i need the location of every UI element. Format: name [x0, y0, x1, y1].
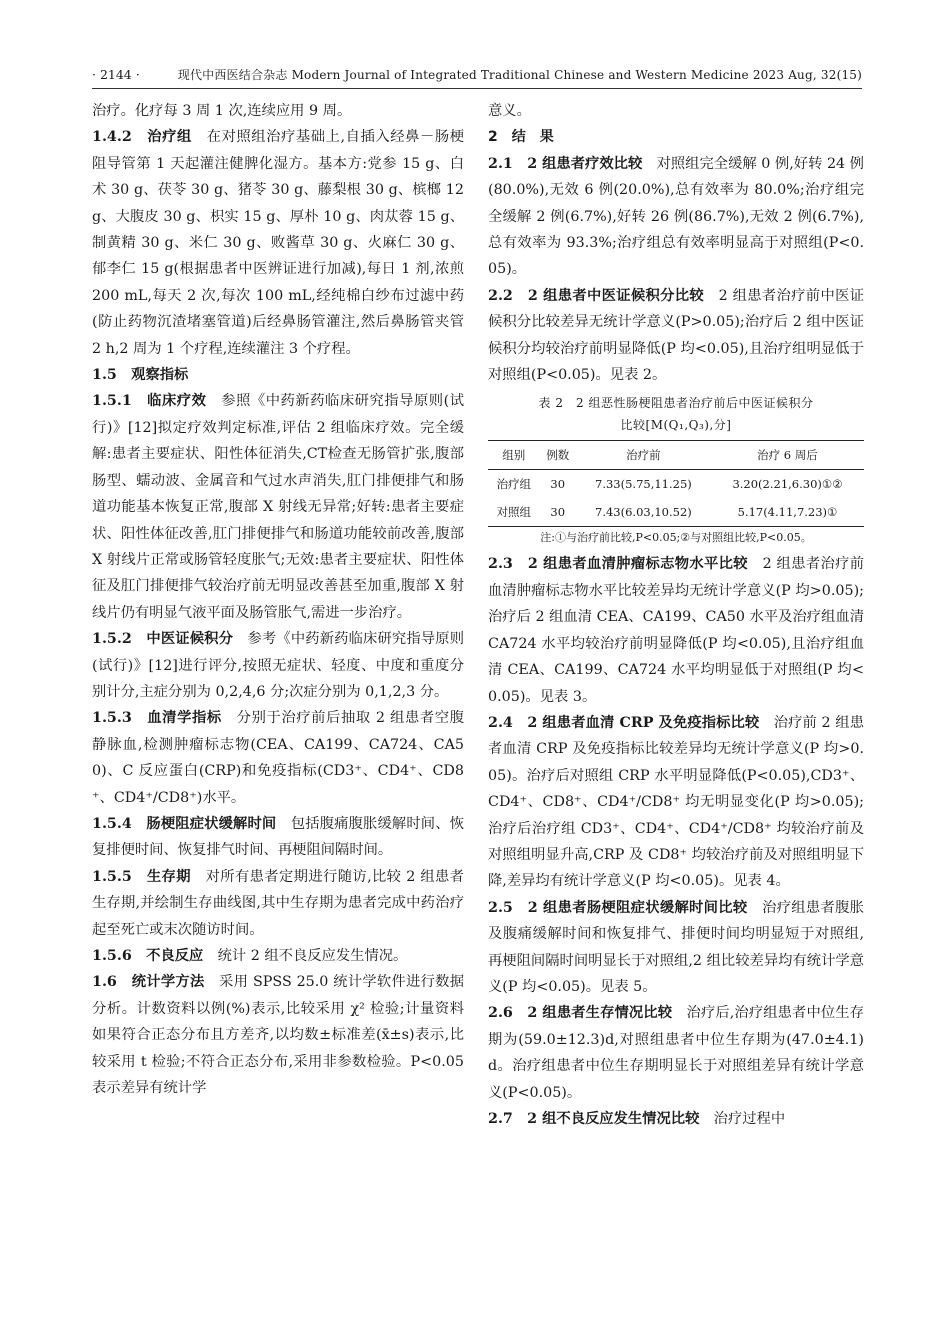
heading-2-results: 2 结 果 [488, 129, 554, 146]
body-2-3: 2 组患者治疗前血清肿瘤标志物水平比较差异均无统计学意义(P 均>0.05);治疗后 2 组血清 CEA、CA199、CA50 水平及治疗组血清 CA724 水平均较治疗前明显降低(P 均<0.05),且治疗组血清 CEA、CA199、CA724 水平均明显低于对照组(P 均<0.05)。见表 3。 [488, 556, 865, 705]
section-1-4-2 [92, 124, 464, 362]
section-1-5 [92, 362, 464, 388]
section-2-4 [488, 710, 864, 895]
table-2-caption-line2: 比较[M(Q₁,Q₃),分] [620, 418, 732, 433]
heading-2-3: 2.3 2 组患者血清肿瘤标志物水平比较 [488, 556, 748, 573]
right-column [488, 98, 864, 1132]
table-cell: 7.33(5.75,11.25) [595, 477, 692, 492]
body-1-5-1: 参照《中药新药临床研究指导原则(试行)》[12]拟定疗效判定标准,评估 2 组临床疗效。完全缓解:患者主要症状、阳性体征消失,CT检查无肠管扩张,腹部肠型、蠕动波、金属音和气过水声消失,肛门排便排气和肠道功能基本恢复正常,腹部 X 射线无异常;好转:患者主要症状、阳性体征改善,肛门排便排气和肠道功能较前改善,腹部 X 射线片正常或肠管轻度胀气;无效:患者主要症状、阳性体征及肛门排便排气较治疗前无明显改善甚至加重,腹部 X 射线片仍有明显气液平面及肠管胀气,需进一步治疗。 [92, 393, 464, 621]
section-2-6 [488, 1000, 864, 1106]
heading-1-6: 1.6 统计学方法 [92, 974, 205, 991]
heading-1-5-2: 1.5.2 中医证候积分 [92, 631, 234, 648]
table-cell: 7.43(6.03,10.52) [595, 505, 692, 520]
table-cell: 30 [550, 477, 566, 492]
body-2-5: 治疗组患者腹胀及腹痛缓解时间和恢复排气、排便时间均明显短于对照组,再梗阻间隔时间明显长于对照组,2 组比较差异均有统计学意义(P 均<0.05)。见表 5。 [488, 899, 865, 995]
table-cell: 5.17(4.11,7.23)① [737, 505, 838, 520]
table-cell: 30 [550, 505, 566, 520]
body-2-7: 治疗过程中 [699, 1111, 786, 1127]
table-cell: 治疗组 [496, 477, 532, 492]
body-2-1: 对照组完全缓解 0 例,好转 24 例(80.0%),无效 6 例(20.0%),总有效率为 80.0%;治疗组完全缓解 2 例(6.7%),好转 26 例(86.7%),无效 2 例(6.7%),总有效率为 93.3%;治疗组总有效率明显高于对照组(P<0.05)。 [488, 155, 864, 278]
page-header [92, 62, 862, 86]
heading-2-1: 2.1 2 组患者疗效比较 [488, 155, 643, 172]
heading-2-6: 2.6 2 组患者生存情况比较 [488, 1005, 673, 1022]
table-2 [488, 392, 864, 549]
heading-1-5-4: 1.5.4 肠梗阻症状缓解时间 [92, 815, 277, 832]
table-header-cell: 治疗前 [626, 448, 661, 463]
heading-1-5: 1.5 观察指标 [92, 367, 189, 384]
table-row [488, 498, 864, 527]
heading-2-5: 2.5 2 组患者肠梗阻症状缓解时间比较 [488, 899, 748, 916]
section-1-5-5 [92, 864, 464, 943]
section-1-5-3 [92, 705, 464, 811]
table-row [488, 470, 864, 499]
paragraph-significance-cont: 意义。 [488, 103, 531, 119]
table-header-cell: 组别 [502, 448, 526, 463]
section-1-6 [92, 969, 464, 1101]
section-2-2 [488, 283, 864, 389]
left-column [92, 98, 464, 1101]
heading-2-7: 2.7 2 组不良反应发生情况比较 [488, 1111, 700, 1127]
section-1-5-4 [92, 811, 464, 864]
section-2-7 [488, 1106, 864, 1132]
journal-title: 现代中西医结合杂志 Modern Journal of Integrated Traditional Chinese and Western Medicine 2023 Aug, 32(15) [177, 67, 862, 82]
heading-1-5-5: 1.5.5 生存期 [92, 868, 191, 885]
section-2 [488, 124, 864, 150]
body-1-4-2: 在对照组治疗基础上,自插入经鼻－肠梗阻导管第 1 天起灌注健脾化湿方。基本方:党参 15 g、白术 30 g、茯苓 30 g、猪苓 30 g、藤梨根 30 g、槟榔 12 g、大腹皮 30 g、枳实 15 g、厚朴 10 g、肉苁蓉 15 g、制黄精 30 g、米仁 30 g、败酱草 30 g、火麻仁 30 g、郁李仁 15 g(根据患者中医辨证进行加减),每日 1 剂,浓煎 200 mL,每天 2 次,每次 100 mL,经纯棉白纱布过滤中药(防止药物沉渣堵塞管道)后经鼻肠管灌注,然后鼻肠管夹管 2 h,2 周为 1 个疗程,连续灌注 3 个疗程。 [92, 129, 464, 357]
table-header-row [488, 441, 864, 470]
heading-1-5-3: 1.5.3 血清学指标 [92, 710, 222, 727]
body-2-6: 治疗后,治疗组患者中位生存期为(59.0±12.3)d,对照组患者中位生存期为(47.0±4.1)d。治疗组患者中位生存期明显长于对照组差异有统计学意义(P<0.05)。 [488, 1005, 864, 1101]
table-header-cell: 例数 [546, 448, 570, 463]
page-number: · 2144 · [92, 66, 140, 82]
table-2-grid [488, 440, 864, 527]
body-1-5-4: 包括腹痛腹胀缓解时间、恢复排便时间、恢复排气时间、再梗阻间隔时间。 [92, 815, 464, 859]
section-2-1 [488, 151, 864, 283]
table-2-note: 注:①与治疗前比较,P<0.05;②与对照组比较,P<0.05。 [540, 531, 812, 545]
heading-2-2: 2.2 2 组患者中医证候积分比较 [488, 287, 705, 304]
table-2-caption-line1: 表 2 2 组恶性肠梗阻患者治疗前后中医证候积分 [538, 396, 814, 411]
body-1-5-5: 对所有患者定期进行随访,比较 2 组患者生存期,并绘制生存曲线图,其中生存期为患者完成中药治疗起至死亡或末次随访时间。 [92, 868, 464, 938]
body-1-5-6: 统计 2 组不良反应发生情况。 [203, 948, 408, 964]
body-1-6: 采用 SPSS 25.0 统计学软件进行数据分析。计数资料以例(%)表示,比较采用 χ² 检验;计量资料如果符合正态分布且方差齐,以均数±标准差(x̄±s)表示,比较采用 t 检验;不符合正态分布,采用非参数检验。P<0.05 表示差异有统计学 [92, 974, 465, 1097]
body-1-5-2: 参考《中药新药临床研究指导原则(试行)》[12]进行评分,按照无症状、轻度、中度和重度分别计分,主症分别为 0,2,4,6 分;次症分别为 0,1,2,3 分。 [92, 631, 464, 700]
heading-1-5-6: 1.5.6 不良反应 [92, 948, 204, 964]
paragraph-chemo-cont: 治疗。化疗每 3 周 1 次,连续应用 9 周。 [92, 103, 352, 119]
section-1-5-1 [92, 388, 464, 626]
section-1-5-2 [92, 626, 464, 705]
table-cell: 对照组 [496, 505, 532, 520]
section-2-3 [488, 551, 864, 709]
table-header-cell: 治疗 6 周后 [757, 448, 818, 463]
body-2-4: 治疗前 2 组患者血清 CRP 及免疫指标比较差异均无统计学意义(P 均>0.05)。治疗后对照组 CRP 水平明显降低(P<0.05),CD3⁺、CD4⁺、CD8⁺、CD4⁺/CD8⁺ 均无明显变化(P 均>0.05);治疗后治疗组 CD3⁺、CD4⁺、CD4⁺/CD8⁺ 均较治疗前及对照组明显升高,CRP 及 CD8⁺ 均较治疗前及对照组明显下降,差异均有统计学意义(P 均<0.05)。见表 4。 [488, 714, 864, 890]
header-rule [92, 88, 862, 89]
heading-1-4-2: 1.4.2 治疗组 [92, 129, 192, 146]
body-2-2: 2 组患者治疗前中医证候积分比较差异无统计学意义(P>0.05);治疗后 2 组中医证候积分均较治疗前明显降低(P 均<0.05),且治疗组明显低于对照组(P<0.05)。见表 2。 [488, 287, 865, 384]
section-1-5-6 [92, 943, 464, 969]
table-cell: 3.20(2.21,6.30)①② [732, 477, 843, 492]
body-1-5-3: 分别于治疗前后抽取 2 组患者空腹静脉血,检测肿瘤标志物(CEA、CA199、CA724、CA50)、C 反应蛋白(CRP)和免疫指标(CD3⁺、CD4⁺、CD8⁺、CD4⁺/CD8⁺)水平。 [92, 710, 464, 806]
section-2-5 [488, 895, 864, 1001]
heading-2-4: 2.4 2 组患者血清 CRP 及免疫指标比较 [488, 714, 760, 731]
heading-1-5-1: 1.5.1 临床疗效 [92, 393, 207, 410]
